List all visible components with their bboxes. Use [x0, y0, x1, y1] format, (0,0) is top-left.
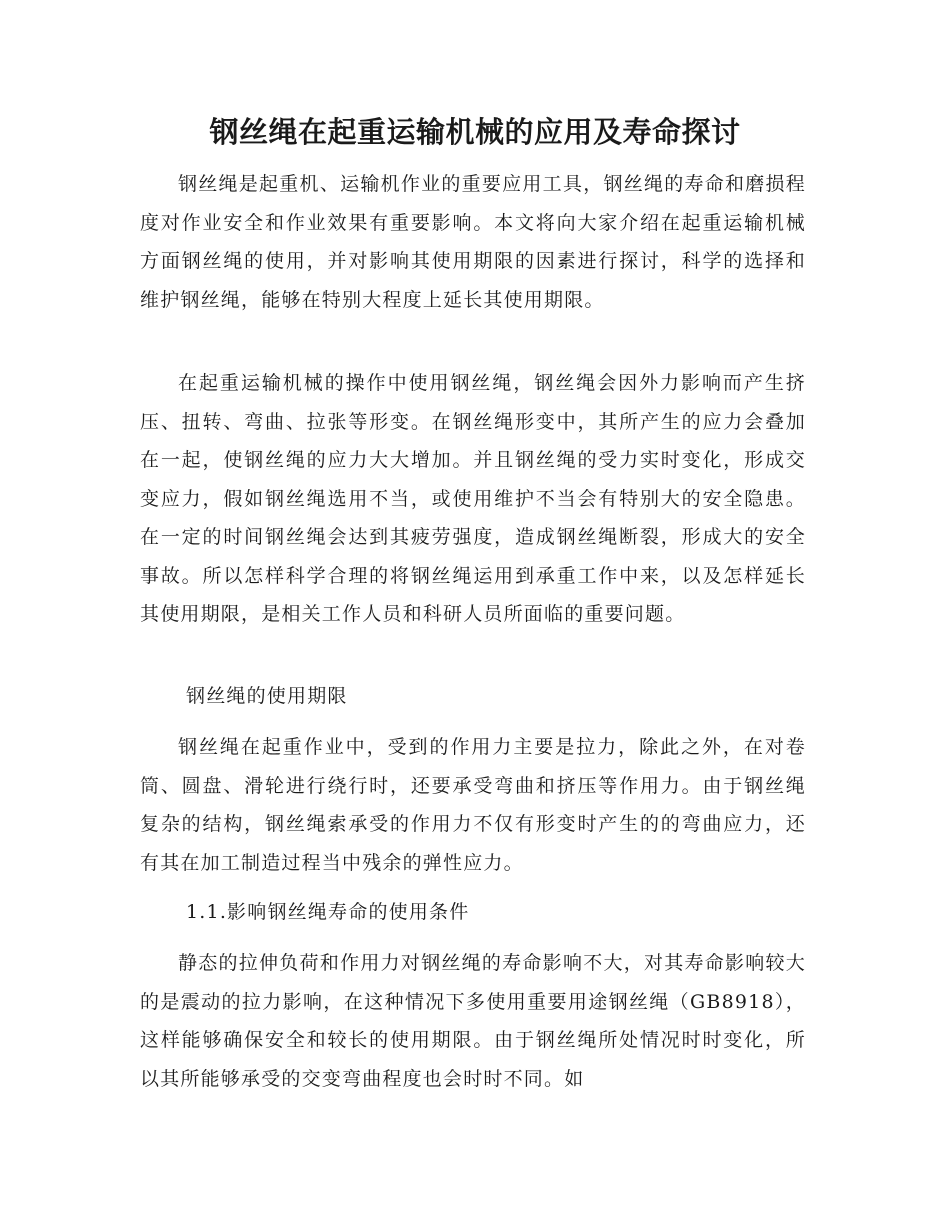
section-heading-service-life: 钢丝绳的使用期限 — [186, 685, 348, 707]
body-paragraph-forces: 钢丝绳在起重作业中，受到的作用力主要是拉力，除此之外，在对卷筒、圆盘、滑轮进行绕行时，还要承受弯曲和挤压等作用力。由于钢丝绳复杂的结构，钢丝绳索承受的作用力不仅有形变时产生的的弯曲应力，还有其在加工制造过程当中残余的弹性应力。 — [140, 736, 806, 874]
subsection-heading-conditions: 1.1.影响钢丝绳寿命的使用条件 — [186, 901, 470, 923]
body-paragraph-load-conditions: 静态的拉伸负荷和作用力对钢丝绳的寿命影响不大，对其寿命影响较大的是震动的拉力影响，在这种情况下多使用重要用途钢丝绳（GB8918），这样能够确保安全和较长的使用期限。由于钢丝绳所处情况时时变化，所以其所能够承受的交变弯曲程度也会时时不同。如 — [140, 952, 806, 1090]
intro-paragraph: 钢丝绳是起重机、运输机作业的重要应用工具，钢丝绳的寿命和磨损程度对作业安全和作业效果有重要影响。本文将向大家介绍在起重运输机械方面钢丝绳的使用，并对影响其使用期限的因素进行探讨，科学的选择和维护钢丝绳，能够在特别大程度上延长其使用期限。 — [140, 173, 806, 311]
body-paragraph-deformation: 在起重运输机械的操作中使用钢丝绳，钢丝绳会因外力影响而产生挤压、扭转、弯曲、拉张等形变。在钢丝绳形变中，其所产生的应力会叠加在一起，使钢丝绳的应力大大增加。并且钢丝绳的受力实时变化，形成交变应力，假如钢丝绳选用不当，或使用维护不当会有特别大的安全隐患。在一定的时间钢丝绳会达到其疲劳强度，造成钢丝绳断裂，形成大的安全事故。所以怎样科学合理的将钢丝绳运用到承重工作中来，以及怎样延长其使用期限，是相关工作人员和科研人员所面临的重要问题。 — [140, 372, 806, 625]
document-title: 钢丝绳在起重运输机械的应用及寿命探讨 — [209, 115, 741, 149]
